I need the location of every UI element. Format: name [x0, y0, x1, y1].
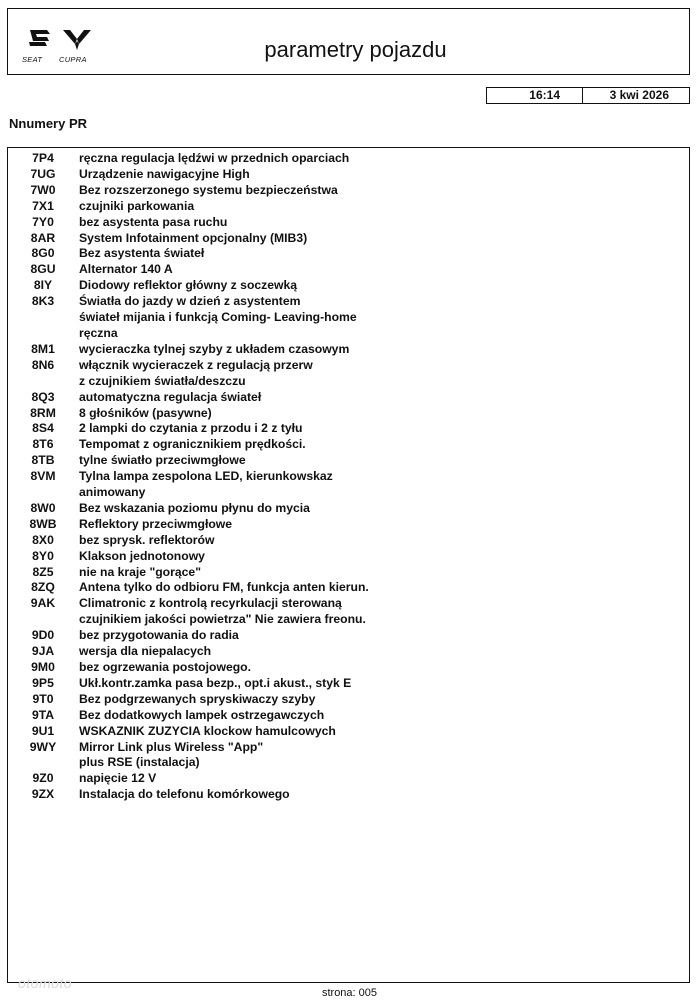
pr-list: [8, 151, 409, 803]
timestamp-box: [486, 87, 690, 104]
pr-row: [8, 453, 409, 469]
pr-code: 8G0: [31, 246, 55, 261]
pr-code: 7Y0: [32, 214, 54, 229]
pr-code: 8M1: [31, 341, 55, 356]
pr-description: wersja dla niepalacych: [79, 644, 212, 659]
pr-code: 9Z0: [32, 771, 54, 786]
pr-row: [8, 787, 409, 803]
pr-code: 8Z5: [32, 564, 54, 579]
pr-description: Urządzenie nawigacyjne High: [79, 166, 250, 181]
pr-code: 7X1: [32, 198, 54, 213]
pr-description: Bez podgrzewanych spryskiwaczy szyby: [79, 691, 316, 706]
pr-row: [8, 421, 409, 437]
pr-description: Tylna lampa zespolona LED, kierunkowskaz animowany: [79, 469, 333, 500]
pr-code: 8IY: [33, 278, 53, 293]
pr-row: [8, 580, 409, 596]
pr-row: [8, 501, 409, 517]
pr-description: Reflektory przeciwmgłowe: [79, 516, 233, 531]
pr-code: 8N6: [31, 357, 55, 372]
pr-code: 8K3: [31, 294, 55, 309]
pr-code: 8ZQ: [31, 580, 55, 595]
pr-row: [8, 183, 409, 199]
pr-description: Alternator 140 A: [79, 262, 173, 277]
header-box: [7, 8, 690, 75]
pr-code: 8AR: [30, 230, 56, 245]
pr-row: [8, 358, 409, 390]
pr-description: bez ogrzewania postojowego.: [79, 660, 251, 674]
pr-code: 9ZX: [31, 787, 55, 802]
section-label: Nnumery PR: [9, 116, 88, 131]
seat-logo-text: SEAT: [22, 55, 43, 64]
pr-row: [8, 660, 409, 676]
pr-description: Ukł.kontr.zamka pasa bezp., opt.i akust., styk E: [79, 675, 352, 690]
pr-code: 8S4: [32, 421, 54, 436]
pr-description: bez przygotowania do radia: [79, 628, 239, 643]
pr-row: [8, 740, 409, 772]
pr-description: czujniki parkowania: [79, 198, 195, 213]
pr-description: Instalacja do telefonu komórkowego: [79, 787, 290, 802]
pr-description: automatyczna regulacja świateł: [79, 389, 262, 404]
pr-row: [8, 596, 409, 628]
pr-row: [8, 692, 409, 708]
pr-row: [8, 676, 409, 692]
pr-code: 8GU: [30, 262, 56, 277]
pr-code: 9AK: [30, 596, 56, 611]
pr-row: [8, 231, 409, 247]
pr-code: 8T6: [32, 437, 54, 452]
pr-row: [8, 644, 409, 660]
pr-description: Klakson jednotonowy: [79, 548, 205, 563]
page-title: parametry pojazdu: [264, 37, 447, 62]
pr-description: włącznik wycieraczek z regulacją przerw z czujnikiem światła/deszczu: [79, 357, 313, 388]
pr-description: WSKAZNIK ZUZYCIA klockow hamulcowych: [79, 723, 336, 738]
print-date: 3 kwi 2026: [609, 88, 669, 102]
pr-row: [8, 262, 409, 278]
pr-row: [8, 628, 409, 644]
pr-row: [8, 294, 409, 342]
pr-row: [8, 278, 409, 294]
pr-description: Bez dodatkowych lampek ostrzegawczych: [79, 707, 325, 722]
pr-description: Diodowy reflektor główny z soczewką: [79, 278, 298, 293]
pr-code: 8Y0: [32, 548, 54, 563]
pr-description: System Infotainment opcjonalny (MIB3): [79, 230, 308, 245]
pr-code: 7W0: [30, 182, 56, 197]
pr-row: [8, 549, 409, 565]
pr-description: tylne światło przeciwmgłowe: [79, 453, 246, 468]
pr-code: 9M0: [31, 660, 55, 674]
pr-description: napięcie 12 V: [79, 771, 157, 786]
pr-row: [8, 724, 409, 740]
pr-description: Bez rozszerzonego systemu bezpieczeństwa: [79, 182, 338, 197]
pr-row: [8, 215, 409, 231]
pr-row: [8, 151, 409, 167]
pr-row: [8, 771, 409, 787]
pr-code: 7P4: [32, 151, 54, 165]
pr-description: ręczna regulacja lędźwi w przednich oparciach: [79, 151, 350, 165]
pr-code: 9P5: [32, 675, 54, 690]
pr-description: nie na kraje "gorące": [79, 564, 201, 579]
pr-code: 8Q3: [31, 389, 55, 404]
pr-row: [8, 517, 409, 533]
pr-row: [8, 199, 409, 215]
pr-code: 8WB: [29, 516, 57, 531]
pr-row: [8, 390, 409, 406]
page-number: strona: 005: [321, 987, 378, 999]
pr-row: [8, 708, 409, 724]
pr-row: [8, 437, 409, 453]
pr-description: 8 głośników (pasywne): [79, 405, 212, 420]
pr-code: 8VM: [30, 469, 56, 484]
pr-description: bez asystenta pasa ruchu: [79, 214, 228, 229]
pr-row: [8, 406, 409, 422]
pr-code: 9D0: [31, 628, 55, 643]
pr-description: Bez asystenta świateł: [79, 246, 205, 261]
pr-code: 9U1: [31, 723, 55, 738]
pr-description: Tempomat z ogranicznikiem prędkości.: [79, 437, 306, 452]
pr-row: [8, 167, 409, 183]
pr-code: 7UG: [30, 166, 56, 181]
pr-description: Światła do jazdy w dzień z asystentem świateł mijania i funkcją Coming- Leaving-home ręczna: [79, 294, 357, 340]
pr-description: bez sprysk. reflektorów: [79, 532, 215, 547]
pr-row: [8, 533, 409, 549]
pr-code: 8W0: [30, 500, 56, 515]
pr-row: [8, 469, 409, 501]
pr-list-box: [7, 147, 690, 983]
pr-description: Climatronic z kontrolą recyrkulacji sterowaną czujnikiem jakości powietrza" Nie zawiera freonu.: [79, 596, 366, 627]
pr-row: [8, 565, 409, 581]
pr-row: [8, 342, 409, 358]
pr-description: Antena tylko do odbioru FM, funkcja anten kierun.: [79, 580, 369, 595]
pr-description: 2 lampki do czytania z przodu i 2 z tyłu: [79, 421, 303, 436]
pr-description: Bez wskazania poziomu płynu do mycia: [79, 500, 310, 515]
pr-code: 9JA: [31, 644, 55, 659]
pr-code: 9WY: [29, 739, 57, 754]
pr-description: Mirror Link plus Wireless "App" plus RSE (instalacja): [79, 739, 264, 770]
cupra-logo-text: CUPRA: [59, 55, 87, 64]
pr-code: 8X0: [32, 532, 54, 547]
pr-code: 8RM: [30, 405, 56, 420]
print-time: 16:14: [487, 88, 583, 103]
watermark: otomoto: [18, 975, 73, 991]
pr-row: [8, 246, 409, 262]
pr-code: 8TB: [31, 453, 55, 468]
pr-description: wycieraczka tylnej szyby z układem czasowym: [79, 341, 350, 356]
pr-code: 9T0: [32, 691, 54, 706]
pr-code: 9TA: [31, 707, 55, 722]
